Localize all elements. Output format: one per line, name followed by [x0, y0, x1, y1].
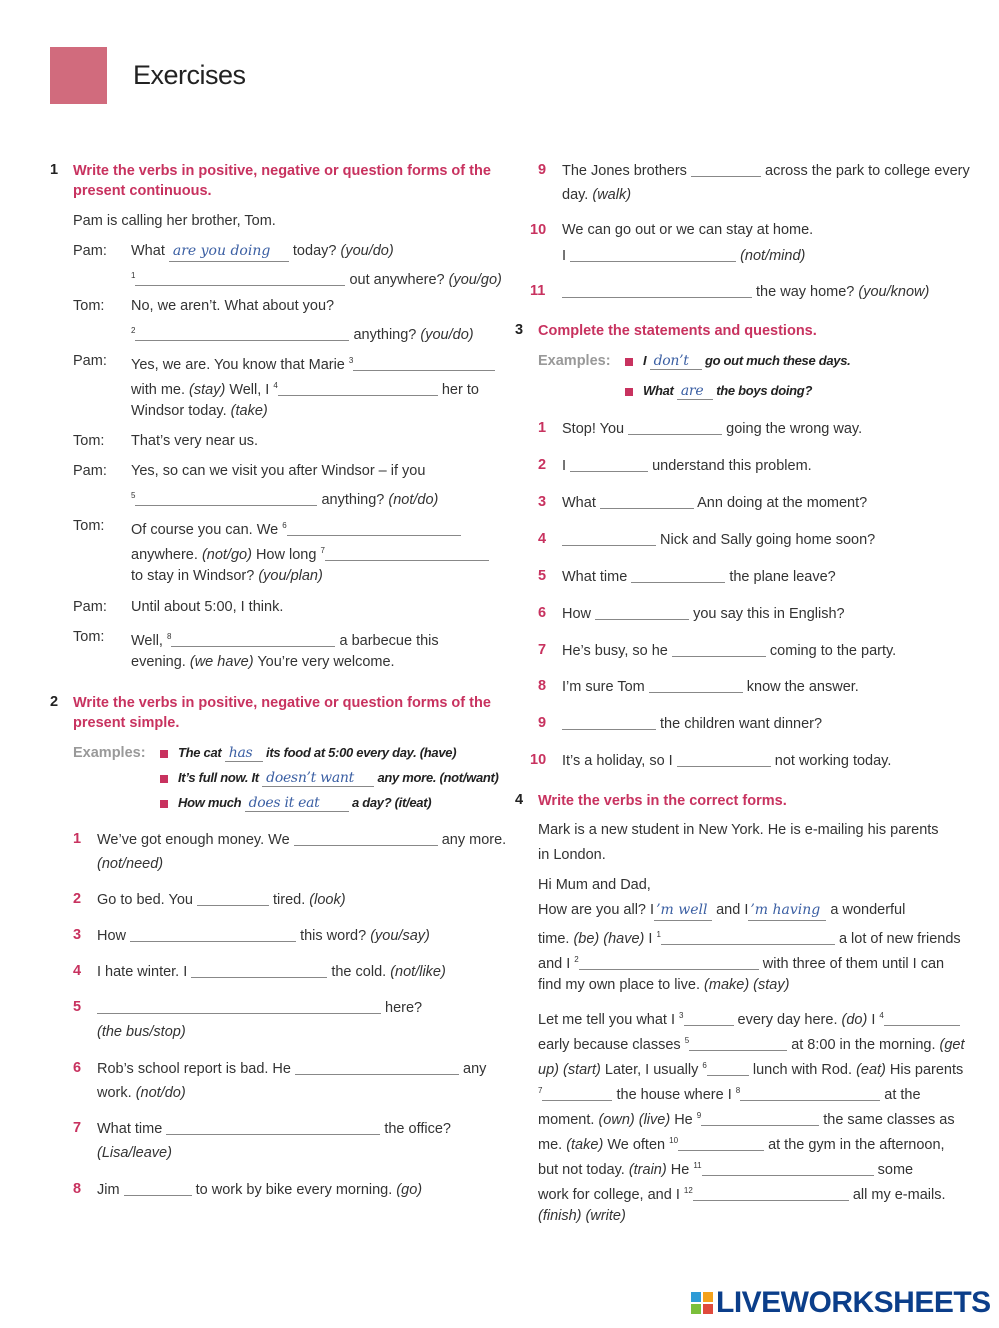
email-line: up) (start) Later, I usually $^6$ lunch with Rod. (eat) His parents: [538, 1061, 964, 1078]
item-line: work. (not/do): [97, 1085, 186, 1101]
blank[interactable]: [197, 891, 269, 906]
item-number: 4: [538, 531, 547, 547]
dialog-line: What are you doing today? (you/do): [131, 241, 394, 262]
header-accent-box: [50, 47, 107, 104]
blank-8[interactable]: [740, 1086, 880, 1101]
speaker: Pam:: [73, 243, 107, 259]
section-3-number: 3: [515, 322, 524, 338]
item-line: Jim to work by bike every morning. (go): [97, 1182, 423, 1198]
item-number: 8: [538, 678, 547, 694]
item-line: the way home? (you/know): [562, 281, 929, 302]
email-line: moment. (own) (live) He $^9$ the same classes as: [538, 1111, 955, 1128]
blank[interactable]: [691, 162, 761, 177]
dialog-line: Yes, so can we visit you after Windsor – if you: [131, 463, 426, 479]
item-line: What Ann doing at the moment?: [562, 495, 868, 511]
bullet-square-icon: [160, 775, 168, 783]
blank-1[interactable]: [661, 930, 835, 945]
section-2-number: 2: [50, 694, 59, 710]
section-1-number: 1: [50, 162, 59, 178]
email-greeting: Hi Mum and Dad,: [538, 877, 651, 893]
blank[interactable]: [595, 605, 689, 620]
email-line: find my own place to live. (make) (stay): [538, 977, 790, 993]
item-line: How this word? (you/say): [97, 928, 430, 944]
item-line: The Jones brothers across the park to college every: [562, 163, 970, 179]
dialog-line: Windsor today. (take): [131, 403, 268, 419]
blank-3[interactable]: [353, 356, 495, 371]
bullet-square-icon: [625, 358, 633, 366]
speaker: Pam:: [73, 353, 107, 369]
item-number: 5: [538, 568, 547, 584]
item-line: I understand this problem.: [562, 458, 812, 474]
item-number: 5: [73, 999, 82, 1015]
email-line: (finish) (write): [538, 1208, 626, 1224]
speaker: Pam:: [73, 463, 107, 479]
section-2-title: Write the verbs in positive, negative or question forms of the present simple.: [73, 695, 491, 731]
item-number: 2: [538, 457, 547, 473]
speaker: Tom:: [73, 433, 105, 449]
blank-7[interactable]: [325, 546, 489, 561]
item-number: 3: [538, 494, 547, 510]
blank-10[interactable]: [678, 1136, 764, 1151]
item-number: 1: [73, 831, 82, 847]
blank[interactable]: [191, 963, 327, 978]
answer-field[interactable]: ’m having: [748, 900, 826, 921]
blank[interactable]: [130, 927, 296, 942]
item-cue: (Lisa/leave): [97, 1145, 172, 1161]
blank[interactable]: [631, 568, 725, 583]
dialog-line: anywhere. (not/go) How long $^7$: [131, 541, 489, 565]
item-number: 7: [538, 642, 547, 658]
blank[interactable]: [97, 999, 381, 1014]
item-number: 3: [73, 927, 82, 943]
item-line: Go to bed. You tired. (look): [97, 892, 346, 908]
blank[interactable]: [562, 531, 656, 546]
section-4-number: 4: [515, 792, 524, 808]
answer-field[interactable]: are you doing: [169, 241, 289, 262]
blank-8[interactable]: [171, 632, 335, 647]
section-4-intro: in London.: [538, 847, 606, 863]
blank-4[interactable]: [884, 1011, 960, 1026]
blank[interactable]: [562, 283, 752, 298]
blank[interactable]: [672, 642, 766, 657]
blank-7[interactable]: [542, 1086, 612, 1101]
item-line: I hate winter. I the cold. (not/like): [97, 964, 446, 980]
item-line: What time the plane leave?: [562, 569, 836, 585]
email-line: $^7$ the house where I $^8$ at the: [538, 1086, 921, 1103]
item-number: 8: [73, 1181, 82, 1197]
email-line: me. (take) We often $^{10}$ at the gym in the afternoon,: [538, 1136, 945, 1153]
section-1-intro: Pam is calling her brother, Tom.: [73, 213, 276, 229]
bullet-square-icon: [160, 800, 168, 808]
email-line: and I $^2$ with three of them until I can: [538, 955, 945, 972]
blank[interactable]: [124, 1181, 192, 1196]
item-line: It’s a holiday, so I not working today.: [562, 753, 892, 769]
bullet-square-icon: [160, 750, 168, 758]
email-line: work for college, and I $^{12}$ all my e-mails.: [538, 1186, 946, 1203]
dialog-line: $^5$ anything? (not/do): [131, 491, 439, 508]
blank[interactable]: [628, 420, 722, 435]
examples-label: Examples:: [538, 353, 611, 369]
blank-2[interactable]: [579, 955, 759, 970]
blank-6[interactable]: [287, 521, 461, 536]
section-4-title: Write the verbs in the correct forms.: [538, 793, 787, 809]
item-number: 6: [73, 1060, 82, 1076]
blank[interactable]: [570, 247, 736, 262]
item-number: 10: [530, 222, 547, 238]
speaker: Pam:: [73, 599, 107, 615]
item-number: 9: [538, 715, 547, 731]
section-3-title: Complete the statements and questions.: [538, 323, 817, 339]
blank-2[interactable]: [135, 326, 349, 341]
bullet-square-icon: [625, 388, 633, 396]
blank-9[interactable]: [701, 1111, 819, 1126]
dialog-line: Until about 5:00, I think.: [131, 599, 284, 615]
dialog-line: Well, $^8$ a barbecue this: [131, 632, 439, 649]
blank[interactable]: [600, 494, 694, 509]
speaker: Tom:: [73, 629, 105, 645]
item-number: 2: [73, 891, 82, 907]
examples-label: Examples:: [73, 745, 146, 761]
item-line: I (not/mind): [562, 248, 806, 264]
example-line: The cat has its food at 5:00 every day. (have): [160, 745, 456, 762]
blank-5[interactable]: [689, 1036, 787, 1051]
blank[interactable]: [294, 831, 438, 846]
item-cue: (not/need): [97, 856, 164, 872]
answer-field[interactable]: are: [677, 383, 713, 400]
email-line: time. (be) (have) I $^1$ a lot of new friends: [538, 930, 961, 947]
dialog-line: That’s very near us.: [131, 433, 259, 449]
dialog-line: with me. (stay) Well, I $^4$ her to: [131, 381, 479, 398]
blank-11[interactable]: [702, 1161, 874, 1176]
item-line: Rob’s school report is bad. He any: [97, 1061, 487, 1077]
item-number: 6: [538, 605, 547, 621]
example-line: It’s full now. It doesn’t want any more. (not/want): [160, 770, 499, 787]
blank-1[interactable]: [135, 271, 345, 286]
item-number: 11: [530, 283, 546, 299]
dialog-line: Yes, we are. You know that Marie $^3$: [131, 351, 495, 375]
blank[interactable]: [166, 1120, 380, 1135]
dialog-line: Of course you can. We $^6$: [131, 516, 461, 540]
answer-field[interactable]: ’m well: [654, 900, 712, 921]
item-line: We can go out or we can stay at home.: [562, 222, 814, 238]
blank[interactable]: [677, 752, 771, 767]
dialog-line: evening. (we have) You’re very welcome.: [131, 654, 395, 670]
blank-3[interactable]: [684, 1011, 734, 1026]
blank[interactable]: [570, 457, 648, 472]
item-cue: (the bus/stop): [97, 1024, 186, 1040]
item-number: 9: [538, 162, 547, 178]
email-line: How are you all? I ’m well and I ’m having a wonderful: [538, 900, 905, 921]
email-line: Let me tell you what I $^3$ every day here. (do) I $^4$: [538, 1006, 960, 1030]
liveworksheets-logo-text: LIVEWORKSHEETS: [716, 1286, 991, 1319]
example-line: How much does it eat a day? (it/eat): [160, 795, 431, 812]
answer-field[interactable]: does it eat: [245, 795, 349, 812]
item-line: the children want dinner?: [562, 713, 822, 734]
example-line: I don’t go out much these days.: [625, 353, 850, 370]
blank-6[interactable]: [707, 1061, 749, 1076]
email-line: early because classes $^5$ at 8:00 in the morning. (get: [538, 1036, 965, 1053]
item-line: Stop! You going the wrong way.: [562, 421, 863, 437]
dialog-line: to stay in Windsor? (you/plan): [131, 568, 323, 584]
item-line: here?: [97, 997, 422, 1018]
item-number: 1: [538, 420, 547, 436]
item-line: We’ve got enough money. We any more.: [97, 832, 507, 848]
section-4-intro: Mark is a new student in New York. He is e-mailing his parents: [538, 822, 939, 838]
dialog-line: No, we aren’t. What about you?: [131, 298, 335, 314]
blank-4[interactable]: [278, 381, 438, 396]
item-line: Nick and Sally going home soon?: [562, 529, 875, 550]
item-line: I’m sure Tom know the answer.: [562, 679, 859, 695]
blank-12[interactable]: [693, 1186, 849, 1201]
section-1-title: Write the verbs in positive, negative or question forms of the present continuous.: [73, 163, 491, 199]
item-number: 4: [73, 963, 82, 979]
blank-5[interactable]: [135, 491, 317, 506]
liveworksheets-logo-icon: [691, 1292, 713, 1314]
dialog-line: $^1$ out anywhere? (you/go): [131, 271, 502, 288]
item-line: How you say this in English?: [562, 606, 845, 622]
item-line: He’s busy, so he coming to the party.: [562, 643, 897, 659]
email-line: but not today. (train) He $^{11}$ some: [538, 1161, 914, 1178]
speaker: Tom:: [73, 518, 105, 534]
blank[interactable]: [649, 678, 743, 693]
answer-field[interactable]: doesn’t want: [262, 770, 374, 787]
speaker: Tom:: [73, 298, 105, 314]
page-title: Exercises: [133, 60, 246, 90]
blank[interactable]: [295, 1060, 459, 1075]
answer-field[interactable]: has: [225, 745, 263, 762]
item-line: day. (walk): [562, 187, 632, 203]
blank[interactable]: [562, 715, 656, 730]
item-line: What time the office?: [97, 1121, 451, 1137]
item-number: 10: [530, 752, 547, 768]
example-line: What are the boys doing?: [625, 383, 812, 400]
answer-field[interactable]: don’t: [650, 353, 702, 370]
dialog-line: $^2$ anything? (you/do): [131, 326, 474, 343]
item-number: 7: [73, 1120, 82, 1136]
